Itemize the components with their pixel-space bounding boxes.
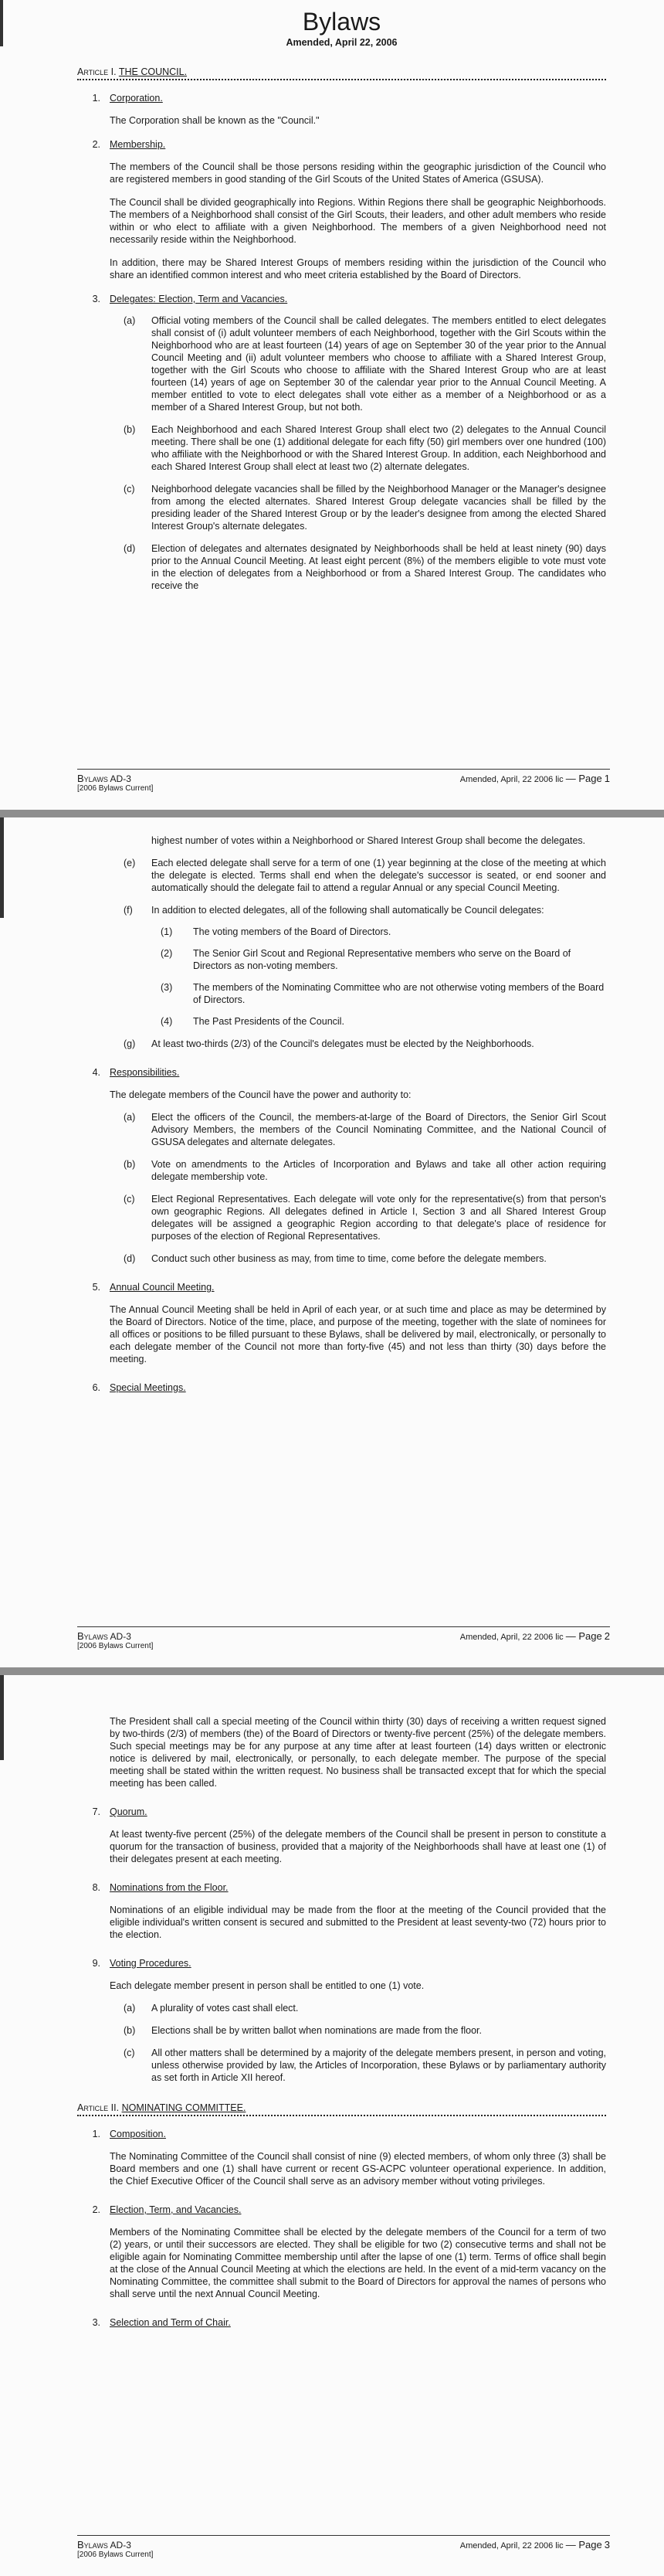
sub-item-text: The members of the Nominating Committee who are not otherwise voting members of the Board of Directors.: [193, 982, 605, 1005]
section-heading: [77, 1806, 606, 1817]
list-item: [77, 2047, 606, 2084]
sub-item: [77, 926, 606, 938]
footer-amended: Amended, April, 22 2006 lic: [459, 1633, 564, 1642]
section-heading: [77, 2317, 606, 2328]
section-title: Selection and Term of Chair.: [110, 2317, 231, 2328]
section-title: Membership.: [110, 139, 166, 150]
section-title: Nominations from the Floor.: [110, 1882, 229, 1893]
section-number: 2.: [92, 2204, 100, 2215]
paragraph: In addition, there may be Shared Interest Groups of members residing within the jurisdiction of the Council who share an identified common interest and who meet criteria established by the Board of Directors.: [110, 257, 606, 280]
paragraph: The Nominating Committee of the Council shall consist of nine (9) elected members, of whom only three (3) shall be Board members and one (1) shall have current or recent GS-ACPC volunteer operational experience. In addition, the Chief Executive Officer of the Council shall serve as an advisory member without voting privileges.: [110, 2151, 606, 2187]
footer-right: [460, 2539, 610, 2551]
footer-current: [2006 Bylaws Current]: [77, 2551, 154, 2559]
item-text: Each Neighborhood and each Shared Interest Group shall elect two (2) delegates to the Annual Council meeting. There shall be one (1) additional delegate for each fifty (50) girl members over one hundred (100) who affiliate with the Neighborhood or with the Shared Interest Group. In addition, each Neighborhood and each Shared Interest Group shall elect at least two (2) alternate delegates.: [151, 424, 606, 472]
list-item: [77, 1252, 606, 1265]
item-text: A plurality of votes cast shall elect.: [151, 2003, 299, 2014]
paragraph: Nominations of an eligible individual may be made from the floor at the meeting of the Council provided that the eligible individual's written consent is secured and submitted to the President at least seventy-two (72) hours prior to the election.: [110, 1905, 606, 1940]
section-heading: [77, 1382, 606, 1393]
footer-right: [460, 773, 610, 784]
list-item: [77, 1193, 606, 1242]
article-2-heading: [77, 2102, 606, 2116]
list-item: [77, 834, 606, 847]
item-label: (c): [124, 2048, 135, 2058]
sub-item-text: The voting members of the Board of Directors.: [193, 926, 391, 937]
footer-doc-name: Bylaws: [77, 773, 108, 784]
list-item: [77, 857, 606, 894]
footer-amended: Amended, April, 22 2006 lic: [459, 775, 564, 784]
sub-item: [77, 981, 606, 1006]
item-text: All other matters shall be determined by a majority of the delegate members present, in person and voting, unless otherwise provided by law, the Articles of Incorporation, these Bylaws or by parliamentary authority as set forth in Article XII hereof.: [151, 2048, 606, 2083]
footer-page-prefix: — Page: [565, 773, 602, 784]
sub-item: [77, 1015, 606, 1028]
page-footer: [77, 1626, 610, 1650]
paragraph: The members of the Council shall be those persons residing within the geographic jurisdiction of the Council who are registered members in good standing of the Girl Scouts of the United States of America (GSUSA).: [110, 161, 606, 185]
footer-amended: Amended, April, 22 2006 lic: [459, 2541, 564, 2551]
item-text: Elect the officers of the Council, the members-at-large of the Board of Directors, the Senior Girl Scout Advisory Members, the members of the Council Nominating Committee, and the National Council of GSUSA delegates and alternate delegates.: [151, 1112, 606, 1147]
item-text: Neighborhood delegate vacancies shall be filled by the Neighborhood Manager or the Manager's designee from among the elected alternates. Shared Interest Group delegate vacancies shall be filled by the presiding leader of the Shared Interest Group or by the leader's designee from among the elected Shared Interest Group's alternate delegates.: [151, 484, 606, 532]
document-title: Bylaws: [302, 8, 381, 36]
section-number: 6.: [92, 1382, 100, 1393]
footer-right: [460, 1630, 610, 1642]
list-item: [77, 2024, 606, 2037]
item-label: (c): [124, 1194, 135, 1205]
paragraph: The Annual Council Meeting shall be held in April of each year, or at such time and place as may be determined by the Board of Directors. Notice of the time, place, and purpose of the meeting, together with the slate of nominees for all offices or positions to be filled pursuant to these Bylaws, shall be delivered by mail, electronically, or personally to each delegate member of the Council not more than forty-five (45) and not less than thirty (30) days before the meeting.: [110, 1304, 606, 1364]
footer-left: [77, 773, 153, 793]
section-number: 7.: [92, 1806, 100, 1817]
section-number: 1.: [92, 93, 100, 104]
sub-item-label: (3): [161, 982, 173, 993]
paragraph: The Corporation shall be known as the "Council.": [110, 115, 320, 126]
item-label: (b): [124, 424, 136, 435]
section-number: 9.: [92, 1958, 100, 1969]
article-label: Article I.: [77, 66, 117, 77]
paragraph: Each delegate member present in person shall be entitled to one (1) vote.: [110, 1980, 425, 1991]
item-label: (b): [124, 2025, 136, 2036]
list-item: [77, 423, 606, 473]
section-heading: [77, 1282, 606, 1293]
section-title: Annual Council Meeting.: [110, 1282, 215, 1293]
sub-item: [77, 947, 606, 972]
paragraph: At least twenty-five percent (25%) of the delegate members of the Council shall be present in person to constitute a quorum for the transaction of business, provided that a majority of the Neighborhoods shall have at least one (1) of their delegates present at each meeting.: [110, 1829, 606, 1864]
footer-page-prefix: — Page: [565, 1630, 602, 1642]
section-heading: [77, 2129, 606, 2139]
section-heading: [77, 2204, 606, 2215]
paragraph: Members of the Nominating Committee shall be elected by the delegate members of the Council for a term of two (2) years, or until their successors are elected. They shall be eligible for two (2) consecutive terms and shall not be eligible again for Nominating Committee membership until after the lapse of one (1) term. Terms of office shall begin at the close of the Annual Council Meeting at which the elections are held. In the event of a mid-term vacancy on the Nominating Committee, the committee shall submit to the Board of Directors for approval the names of persons who shall serve until the next Annual Council Meeting.: [110, 2227, 606, 2299]
section-number: 8.: [92, 1882, 100, 1893]
item-label: (c): [124, 484, 135, 494]
item-label: (a): [124, 315, 136, 326]
section-title: Special Meetings.: [110, 1382, 186, 1393]
footer-code: AD-3: [110, 773, 131, 784]
sub-item-label: (1): [161, 926, 173, 937]
section-heading: [77, 294, 606, 304]
list-item: [77, 1038, 606, 1050]
footer-left: [77, 2539, 153, 2559]
section-number: 2.: [92, 139, 100, 150]
item-text: Elections shall be by written ballot when nominations are made from the floor.: [151, 2025, 483, 2036]
document-subtitle: Amended, April 22, 2006: [286, 37, 398, 48]
sub-item-text: The Past Presidents of the Council.: [193, 1016, 344, 1027]
footer-left: [77, 1630, 153, 1650]
section-title: Responsibilities.: [110, 1067, 180, 1078]
item-text: Vote on amendments to the Articles of Incorporation and Bylaws and take all other action requiring delegate membership vote.: [151, 1159, 606, 1182]
item-text: Each elected delegate shall serve for a term of one (1) year beginning at the close of the meeting at which the delegate is elected. Terms shall end when the delegate's successor is seated, or end sooner and automatically should the delegate fail to attend a regular Annual or any special Council Meeting.: [151, 858, 606, 893]
footer-code: AD-3: [110, 2540, 131, 2551]
list-item: [77, 904, 606, 916]
item-text: Conduct such other business as may, from time to time, come before the delegate members.: [151, 1253, 547, 1264]
page-number: 1: [604, 773, 610, 784]
list-item: [77, 2002, 606, 2014]
section-title: Delegates: Election, Term and Vacancies.: [110, 294, 288, 304]
footer-doc-name: Bylaws: [77, 2539, 108, 2551]
page-number: 3: [604, 2539, 610, 2551]
section-title: Voting Procedures.: [110, 1958, 191, 1969]
section-heading: [77, 93, 606, 104]
item-text: Election of delegates and alternates designated by Neighborhoods shall be held at least ninety (90) days prior to the Annual Council Meeting. At least eight percent (8%) of the members eligible to vote must vote in the election of delegates from a Neighborhood or from a Shared Interest Group. The candidates who receive the: [151, 543, 606, 591]
section-title: Corporation.: [110, 93, 163, 104]
item-text: At least two-thirds (2/3) of the Council's delegates must be elected by the Neighborhoods.: [151, 1038, 534, 1049]
page-footer: [77, 2535, 610, 2559]
item-label: (g): [124, 1038, 136, 1049]
item-text: highest number of votes within a Neighborhood or Shared Interest Group shall become the delegates.: [151, 835, 586, 846]
list-item: [77, 314, 606, 413]
section-number: 5.: [92, 1282, 100, 1293]
paragraph: The Council shall be divided geographically into Regions. Within Regions there shall be geographic Neighborhoods. The members of a Neighborhood shall consist of the Girl Scouts, their leaders, and other adult members who reside within or who elect to affiliate with a given Neighborhood. The members of a given Neighborhood need not necessarily reside within the Neighborhood.: [110, 197, 606, 245]
item-text: Official voting members of the Council shall be called delegates. The members entitled to elect delegates shall consist of (i) adult volunteer members of each Neighborhood, together with the Girl Scouts within the Neighborhood who are at least fourteen (14) years of age on September 30 of the year prior to the Annual Council Meeting and (ii) adult volunteer members who choose to affiliate with a Shared Interest Group, together with the Girl Scouts who choose to affiliate with the Shared Interest Group who are at least fourteen (14) years of age on September 30 of the calendar year prior to the Annual Council Meeting. A member entitled to vote to elect delegates shall vote either as a member of a Neighborhood or as a member of a Shared Interest Group, but not both.: [151, 315, 606, 413]
footer-doc-name: Bylaws: [77, 1630, 108, 1642]
item-label: (d): [124, 543, 136, 554]
item-label: (b): [124, 1159, 136, 1170]
footer-current: [2006 Bylaws Current]: [77, 784, 154, 793]
sub-item-label: (2): [161, 948, 173, 959]
article-title: THE COUNCIL.: [118, 66, 188, 77]
sub-item-text: The Senior Girl Scout and Regional Representative members who serve on the Board of Directors as non-voting members.: [193, 948, 571, 971]
paragraph: The delegate members of the Council have the power and authority to:: [110, 1089, 412, 1100]
page-number: 2: [604, 1630, 610, 1642]
list-item: [77, 483, 606, 532]
footer-current: [2006 Bylaws Current]: [77, 1642, 154, 1650]
item-text: In addition to elected delegates, all of the following shall automatically be Council delegates:: [151, 905, 544, 916]
section-number: 3.: [92, 2317, 100, 2328]
sub-item-label: (4): [161, 1016, 173, 1027]
article-title: NOMINATING COMMITTEE.: [121, 2102, 246, 2113]
section-number: 1.: [92, 2129, 100, 2139]
item-label: (a): [124, 1112, 136, 1123]
section-heading: [77, 1882, 606, 1893]
section-heading: [77, 1958, 606, 1969]
page-1: [0, 0, 664, 810]
page-2: [0, 817, 664, 1667]
item-label: (d): [124, 1253, 136, 1264]
item-label: (e): [124, 858, 136, 868]
footer-code: AD-3: [110, 1631, 131, 1642]
article-1-heading: [77, 66, 606, 80]
list-item: [77, 1158, 606, 1183]
page-3: [0, 1675, 664, 2576]
item-text: Elect Regional Representatives. Each delegate will vote only for the representative(s) from that person's own geographic Regions. All delegates defined in Article I, Section 3 and all Shared Interest Group delegates will be assigned a geographic Region according to that delegate's place of residence for purposes of the election of Regional Representatives.: [151, 1194, 606, 1242]
section-number: 4.: [92, 1067, 100, 1078]
article-label: Article II.: [77, 2102, 120, 2113]
section-title: Quorum.: [110, 1806, 147, 1817]
list-item: [77, 542, 606, 592]
section-title: Composition.: [110, 2129, 166, 2139]
page-footer: [77, 769, 610, 793]
list-item: [77, 1111, 606, 1148]
section-heading: [77, 1067, 606, 1078]
paragraph: The President shall call a special meeting of the Council within thirty (30) days of receiving a written request signed by two-thirds (2/3) of members (the) of the Board of Directors or twenty-five percent (25%) of the delegate members. Such special meetings may be for any purpose at any time after at least fourteen (14) days written or electronic notice is delivered by mail, electronically, or personally, to each delegate member. The purpose of the special meeting shall be stated within the written request. No business shall be transacted except that for which the special meeting has been called.: [110, 1716, 606, 1789]
item-label: (f): [124, 905, 133, 916]
item-label: (a): [124, 2003, 136, 2014]
section-number: 3.: [92, 294, 100, 304]
section-heading: [77, 139, 606, 150]
section-title: Election, Term, and Vacancies.: [110, 2204, 242, 2215]
footer-page-prefix: — Page: [565, 2539, 602, 2551]
